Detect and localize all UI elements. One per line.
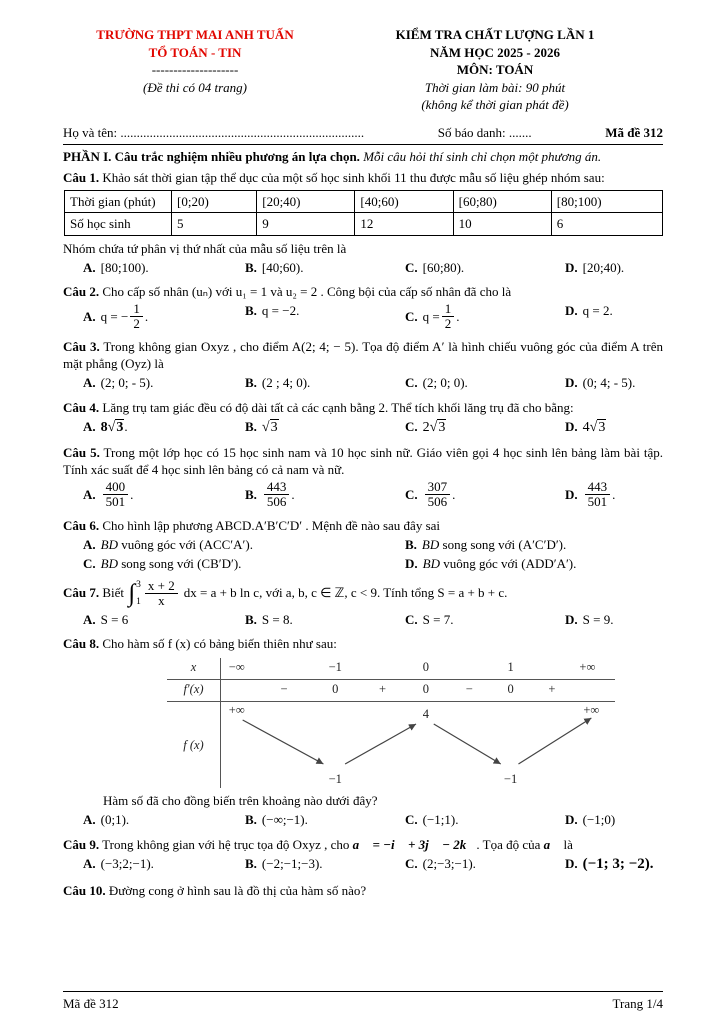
option-c: C. [60;80).: [405, 259, 465, 275]
bbt-sign: +: [379, 682, 387, 697]
options-row: [63, 811, 663, 828]
exam-code: Mã đề 312: [605, 124, 663, 140]
bbt-fprime-label: f′(x): [167, 680, 221, 701]
question-10: [63, 882, 663, 901]
option-a: A. BD vuông góc với (ACC′A′).: [83, 536, 253, 552]
bbt-x-value: −∞: [228, 660, 245, 675]
table-row: [65, 191, 663, 213]
bbt-arrows: [221, 702, 615, 788]
options-row: [63, 374, 663, 391]
table-cell: [80;100): [551, 191, 662, 213]
sqrt-expression: √3: [261, 419, 278, 435]
integral-upper-limit: 3: [136, 579, 141, 590]
footer-exam-code: Mã đề 312: [63, 995, 119, 1011]
option-a: A. $\frac{400}{501}$ .: [83, 479, 134, 510]
question-9: [63, 836, 663, 877]
part-heading-italic: Mỗi câu hỏi thí sinh chỉ chọn một phương án.: [359, 148, 602, 164]
bbt-f-value: +∞: [228, 703, 245, 718]
question-text: Khảo sát thời gian tập thể dục của một số học sinh khối 11 thu được mẫu số liệu ghép nhóm sau:: [102, 170, 605, 186]
option-a: A. q = − $\frac{1}{2}$ .: [83, 300, 149, 332]
question-label: Câu 10.: [63, 882, 106, 898]
bbt-f-value: +∞: [583, 703, 600, 718]
option-b: B. (2 ; 4; 0).: [245, 375, 311, 391]
table-cell: [40;60): [355, 191, 453, 213]
table-cell: 9: [257, 213, 355, 235]
option-c: C. S = 7.: [405, 611, 454, 627]
bbt-x-label: x: [167, 658, 221, 679]
bbt-x-row: [167, 658, 615, 680]
sqrt-expression: 4√3: [582, 419, 606, 435]
question-label: Câu 8.: [63, 636, 100, 652]
footer-page-number: Trang 1/4: [612, 995, 663, 1011]
option-b: B. √3: [245, 418, 278, 435]
option-c: C. (2; 0; 0).: [405, 375, 468, 391]
question-label: Câu 4.: [63, 399, 100, 415]
question-1: [63, 169, 663, 278]
option-d: D. (0; 4; - 5).: [565, 375, 636, 391]
question-2: [63, 283, 663, 333]
subject: MÔN: TOÁN: [456, 62, 534, 78]
bbt-f-label: f (x): [167, 702, 221, 788]
question-text-mid: . Tọa độ của: [476, 836, 544, 852]
question-7: [63, 579, 663, 630]
question-label: Câu 3.: [63, 339, 100, 355]
question-text: Cho hàm số f (x) có bảng biến thiên như sau:: [102, 636, 337, 652]
question-label: Câu 6.: [63, 517, 100, 533]
option-a: A. (2; 0; - 5).: [83, 375, 154, 391]
duration-note: (không kể thời gian phát đề): [421, 97, 569, 113]
option-b: B. $\frac{443}{506}$ .: [245, 479, 295, 510]
table-cell: 6: [551, 213, 662, 235]
fraction: $\frac{1}{2}$: [442, 302, 455, 331]
question-label: Câu 5.: [63, 445, 100, 461]
fraction: $\frac{443}{501}$: [585, 480, 611, 509]
name-dotted-field: Họ và tên: ...........................................................................: [63, 124, 365, 140]
option-a: A. [80;100).: [83, 259, 149, 275]
option-b: B. (−2;−1;−3).: [245, 855, 323, 871]
vector-a: a⃗: [543, 836, 561, 852]
option-b: B. S = 8.: [245, 611, 293, 627]
header-dashes: --------------------: [151, 62, 239, 78]
page-footer: [63, 991, 663, 1012]
variation-table: [167, 658, 615, 788]
option-c: C. (−1;1).: [405, 812, 459, 828]
options-row: [63, 855, 663, 875]
options-grid: [63, 536, 663, 572]
option-d: D. $\frac{443}{501}$ .: [565, 479, 616, 510]
fraction: $\frac{x + 2}{x}$: [145, 579, 178, 608]
question-text-mid: dx = a + b ln c, với a, b, c ∈ ℤ, c < 9. Tính tổng S = a + b + c.: [183, 584, 508, 600]
option-c: C. BD song song với (CB′D′).: [83, 555, 242, 571]
fraction: $\frac{443}{506}$: [264, 480, 290, 509]
exam-title: KIỂM TRA CHẤT LƯỢNG LẦN 1: [395, 27, 595, 42]
options-row: [63, 418, 663, 437]
part-heading-bold: PHẦN I. Câu trắc nghiệm nhiều phương án lựa chọn.: [63, 148, 360, 164]
question-text-pre: Trong không gian với hệ trục tọa độ Oxyz , cho: [102, 836, 353, 852]
integral-lower-limit: 1: [136, 597, 141, 608]
question-label: Câu 9.: [63, 836, 100, 852]
school-year: NĂM HỌC 2025 - 2026: [430, 44, 560, 60]
part-heading: [63, 148, 663, 165]
option-c: C. $\frac{307}{506}$ .: [405, 479, 456, 510]
question-5: [63, 444, 663, 511]
table-cell: Số học sinh: [65, 213, 172, 235]
option-d: D. S = 9.: [565, 611, 614, 627]
bbt-f-value: −1: [328, 771, 342, 786]
table-cell: Thời gian (phút): [65, 191, 172, 213]
bbt-sign: −: [465, 682, 473, 697]
options-row: [63, 480, 663, 509]
bbt-x-value: +∞: [579, 660, 596, 675]
options-row: [63, 259, 663, 276]
exam-duration: Thời gian làm bài: 90 phút: [424, 79, 566, 95]
bbt-derivative-row: [167, 680, 615, 702]
table-cell: [20;40): [257, 191, 355, 213]
options-row: [63, 611, 663, 628]
question-6: [63, 517, 663, 574]
table-cell: 5: [172, 213, 257, 235]
question-text: Lăng trụ tam giác đều có độ dài tất cả các cạnh bằng 2. Thể tích khối lăng trụ đã cho bằng:: [102, 399, 574, 415]
bbt-sign: 0: [422, 682, 429, 697]
sqrt-expression: 8√3: [100, 419, 124, 435]
option-d: D. [20;40).: [565, 259, 625, 275]
option-a: A. S = 6: [83, 611, 129, 627]
option-d: D. BD vuông góc với (ADD′A′).: [405, 555, 577, 571]
sqrt-expression: 2√3: [422, 419, 446, 435]
vector-expression: a⃗ = −i⃗ + 3j⃗ − 2k⃗: [352, 836, 477, 852]
question-label: Câu 7.: [63, 584, 100, 600]
bbt-f-value: −1: [503, 771, 518, 786]
question-text: Cho hình lập phương ABCD.A′B′C′D′ . Mệnh đề nào sau đây sai: [102, 517, 441, 533]
table-cell: 12: [355, 213, 453, 235]
question-text: Trong một lớp học có 15 học sinh nam và 10 học sinh nữ. Giáo viên gọi 4 học sinh lên bảng làm bài tập. Tính xác suất để 4 học sinh lên bảng có cả nam và nữ.: [63, 445, 664, 478]
option-d: D. 4√3: [565, 418, 606, 435]
bbt-sign: +: [548, 682, 556, 697]
option-d: D. (−1;0): [565, 812, 616, 828]
option-a: A. (0;1).: [83, 812, 130, 828]
exam-header: [63, 26, 663, 114]
bbt-function-row: [167, 702, 615, 788]
question-label: Câu 2.: [63, 283, 100, 299]
question-text: Đường cong ở hình sau là đồ thị của hàm số nào?: [108, 882, 367, 898]
bbt-f-value: 4: [422, 707, 429, 722]
question-label: Câu 1.: [63, 170, 100, 186]
pages-note: (Đề thi có 04 trang): [143, 79, 247, 95]
question-3: [63, 338, 663, 393]
department-name: TỔ TOÁN - TIN: [148, 44, 242, 60]
exam-title-block: [327, 26, 663, 114]
student-info-row: [63, 124, 663, 145]
question-4: [63, 399, 663, 440]
option-c: C. (2;−3;−1).: [405, 855, 476, 871]
option-b: B. BD song song với (A′C′D′).: [405, 536, 567, 552]
option-c: C. 2√3: [405, 418, 446, 435]
option-a: A. (−3;2;−1).: [83, 855, 154, 871]
option-d: D. (−1; 3; −2).: [565, 855, 654, 872]
question-text: Trong không gian Oxyz , cho điểm A(2; 4; − 5). Tọa độ điểm A′ là hình chiếu vuông góc của điểm A trên mặt phẳng (Oyz) là: [63, 339, 664, 372]
question-text-pre: Biết: [102, 584, 128, 600]
bbt-sign: −: [280, 682, 288, 697]
option-a: A. 8√3.: [83, 418, 128, 435]
option-b: B. (−∞;−1).: [245, 812, 308, 828]
integral-expression: [128, 579, 179, 609]
table-row: [65, 213, 663, 235]
option-c: C. q = $\frac{1}{2}$ .: [405, 300, 460, 332]
frequency-table: [64, 190, 663, 235]
school-block: [63, 26, 327, 114]
question-8: [63, 635, 663, 830]
option-d: D. q = 2.: [565, 302, 613, 318]
bbt-x-value: 0: [422, 660, 429, 675]
table-cell: 10: [453, 213, 551, 235]
bbt-x-value: −1: [328, 660, 342, 675]
table-cell: [60;80): [453, 191, 551, 213]
table-cell: [0;20): [172, 191, 257, 213]
options-row: [63, 302, 663, 331]
question-text: Cho cấp số nhân (uₙ) với u₁ = 1 và u₂ = 2 . Công bội của cấp số nhân đã cho là: [102, 283, 512, 299]
question-text-2: Hàm số đã cho đồng biến trên khoảng nào dưới đây?: [103, 793, 378, 809]
school-name: TRƯỜNG THPT MAI ANH TUẤN: [96, 27, 294, 42]
bbt-sign: 0: [332, 682, 339, 697]
bbt-x-value: 1: [507, 660, 514, 675]
candidate-number-field: Số báo danh: .......: [437, 124, 532, 140]
question-text-2: Nhóm chứa tứ phân vị thứ nhất của mẫu số liệu trên là: [63, 240, 347, 256]
fraction: $\frac{400}{501}$: [103, 480, 129, 509]
fraction: $\frac{307}{506}$: [425, 480, 451, 509]
fraction: $\frac{1}{2}$: [130, 302, 143, 331]
question-text-end: là: [560, 836, 573, 852]
option-b: B. [40;60).: [245, 259, 304, 275]
bbt-sign: 0: [507, 682, 514, 697]
option-b: B. q = −2.: [245, 302, 300, 318]
integral-sign: ∫: [128, 580, 136, 608]
